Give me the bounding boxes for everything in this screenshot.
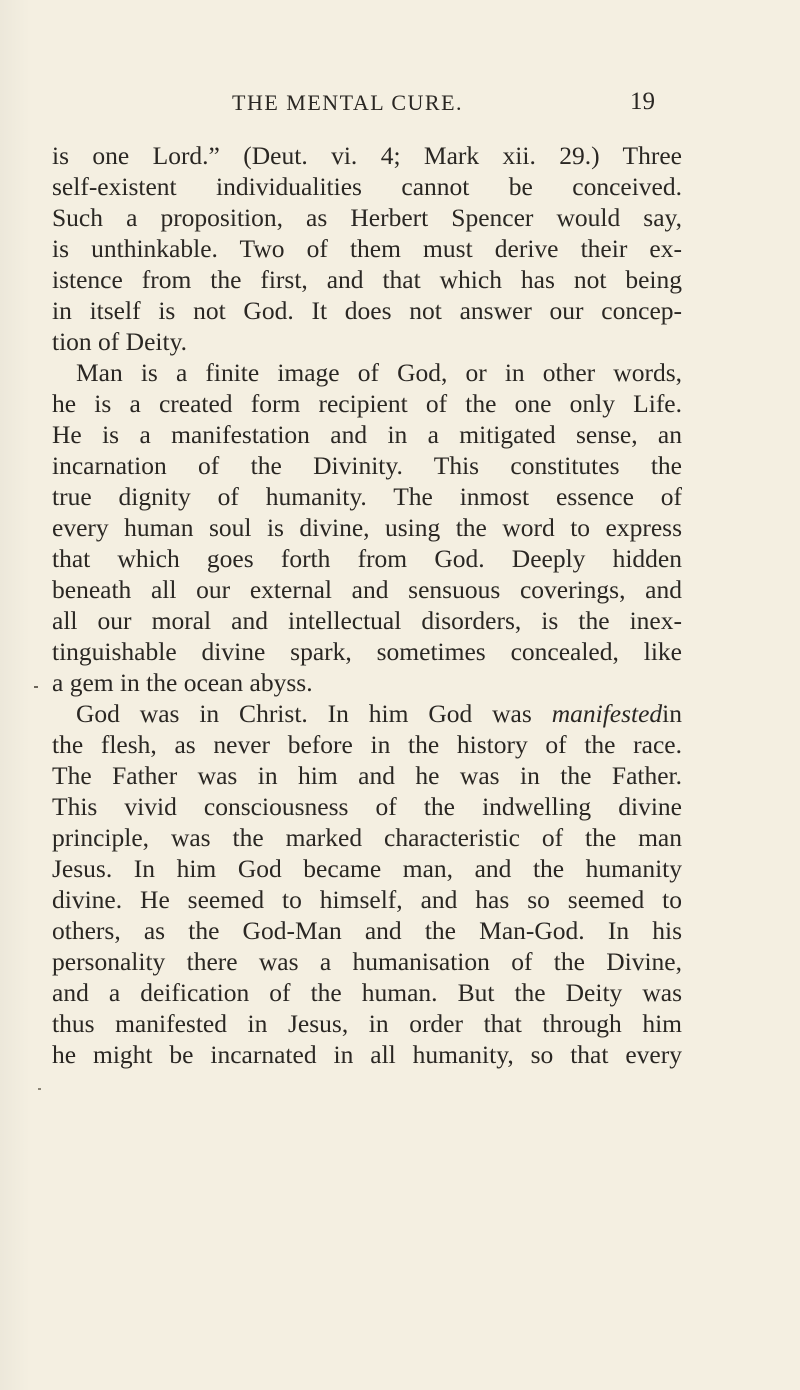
text-line: Such a proposition, as Herbert Spencer would say, — [52, 203, 682, 232]
text-line: istence from the first, and that which has not being — [52, 265, 682, 294]
paragraph-first-line: Man is a finite image of God, or in other words, — [76, 358, 682, 387]
text-line: all our moral and intellectual disorders, is the inex- — [52, 606, 682, 635]
text-line: he might be incarnated in all humanity, so that every — [52, 1040, 682, 1069]
text-line: thus manifested in Jesus, in order that through him — [52, 1009, 682, 1038]
page-header — [0, 88, 800, 128]
text-line: self-existent individualities cannot be conceived. — [52, 172, 682, 201]
text-line: in itself is not God. It does not answer our concep- — [52, 296, 682, 325]
text-line: beneath all our external and sensuous coverings, and — [52, 575, 682, 604]
text-line: tion of Deity. — [52, 327, 188, 356]
text-line: he is a created form recipient of the one only Life. — [52, 389, 682, 418]
paragraph-first-line — [76, 698, 682, 729]
text-line: He is a manifestation and in a mitigated sense, an — [52, 420, 682, 449]
text-line: true dignity of humanity. The inmost essence of — [52, 482, 682, 511]
text-line: others, as the God-Man and the Man-God. In his — [52, 916, 682, 945]
text-line: This vivid consciousness of the indwelling divine — [52, 792, 682, 821]
running-head: THE MENTAL CURE. — [232, 90, 464, 115]
italic-text: manifested — [551, 699, 663, 728]
text-line: the flesh, as never before in the history of the race. — [52, 730, 682, 759]
text-segment: God was in Christ. In him God was — [76, 699, 532, 728]
text-line: principle, was the marked characteristic of the man — [52, 823, 682, 852]
margin-speck — [34, 686, 38, 688]
text-line: divine. He seemed to himself, and has so seemed to — [52, 885, 682, 914]
text-line: is one Lord.” (Deut. vi. 4; Mark xii. 29.) Three — [52, 141, 682, 170]
page-number: 19 — [630, 88, 655, 115]
margin-speck — [38, 1088, 41, 1090]
text-line: a gem in the ocean abyss. — [52, 668, 313, 697]
text-line: incarnation of the Divinity. This constitutes the — [52, 451, 682, 480]
text-line: The Father was in him and he was in the Father. — [52, 761, 682, 790]
text-line: is unthinkable. Two of them must derive their ex- — [52, 234, 682, 263]
text-segment: in — [662, 699, 683, 728]
text-line: personality there was a humanisation of the Divine, — [52, 947, 682, 976]
text-line: tinguishable divine spark, sometimes concealed, like — [52, 637, 682, 666]
text-line: that which goes forth from God. Deeply hidden — [52, 544, 682, 573]
text-line: Jesus. In him God became man, and the humanity — [52, 854, 682, 883]
text-line: and a deification of the human. But the Deity was — [52, 978, 682, 1007]
text-line: every human soul is divine, using the word to express — [52, 513, 682, 542]
